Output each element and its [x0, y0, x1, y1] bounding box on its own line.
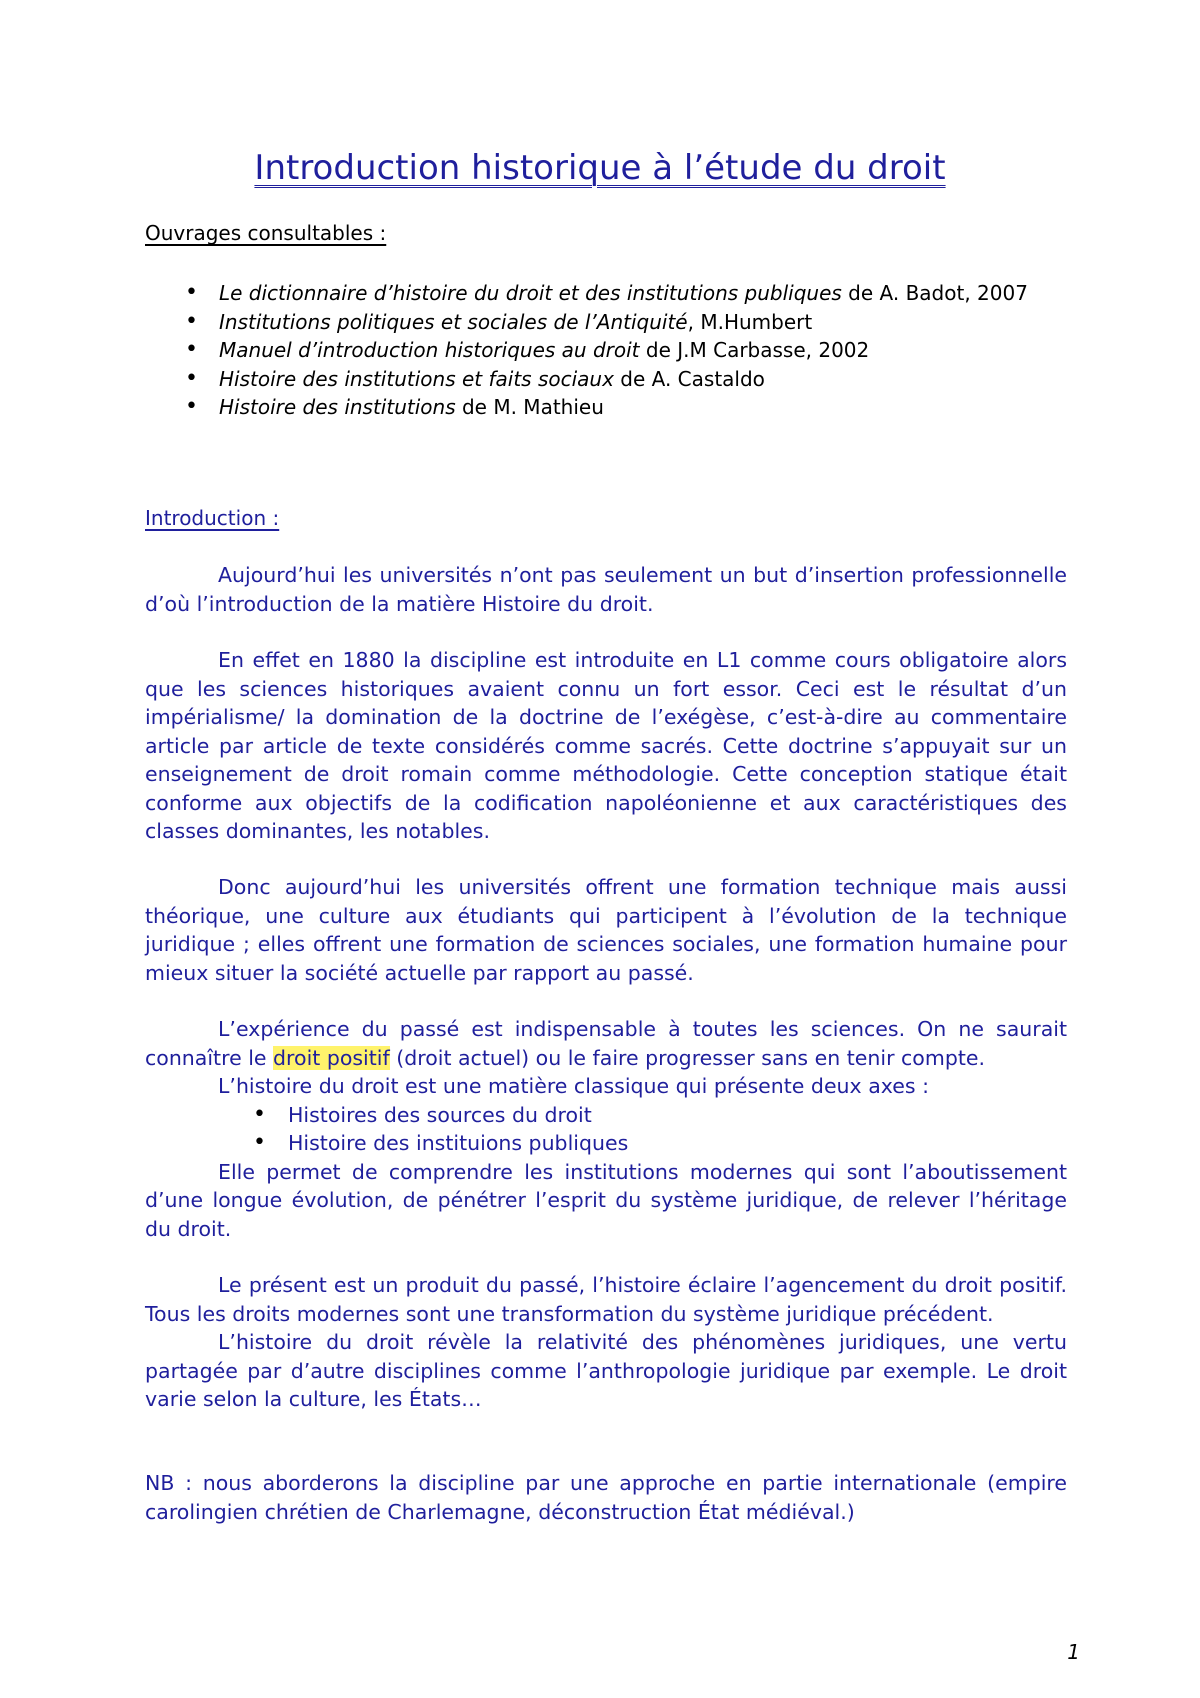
text-run: L’expérience du passé est indispensable à toutes les sciences. On ne saurait connaître le [145, 1017, 1067, 1070]
section-present [145, 1271, 1067, 1414]
list-item [145, 308, 1075, 337]
work-author: de J.M Carbasse, 2002 [639, 338, 870, 362]
work-title: Le dictionnaire d’histoire du droit et des institutions publiques [219, 281, 842, 305]
paragraph-text: NB : nous aborderons la discipline par une approche en partie internationale (empire carolingien chrétien de Charlemagne, déconstruction État médiéval.) [145, 1471, 1067, 1524]
bibliography-list [145, 279, 1075, 422]
nb-note [145, 1469, 1067, 1526]
paragraph-3 [145, 873, 1067, 987]
paragraph-text: En effet en 1880 la discipline est introduite en L1 comme cours obligatoire alors que les sciences historiques avaient connu un fort essor. Ceci est le résultat d’un impérialisme/ la domination de la doctrine de l’exégèse, c’est-à-dire au commentaire article par article de texte considérés comme sacrés. Cette doctrine s’appuyait sur un enseignement de droit romain comme méthodologie. Cette conception statique était conforme aux objectifs de la codification napoléonienne et aux caractéristiques des classes dominantes, les notables. [145, 648, 1067, 843]
paragraph-text: Elle permet de comprendre les institutions modernes qui sont l’aboutissement d’une longue évolution, de pénétrer l’esprit du système juridique, de relever l’héritage du droit. [145, 1159, 1067, 1241]
works-heading: Ouvrages consultables : [145, 221, 387, 245]
axes-list [145, 1101, 1067, 1158]
paragraph-text: Le présent est un produit du passé, l’histoire éclaire l’agencement du droit positif. Tous les droits modernes sont une transformation du système juridique précédent. [145, 1273, 1067, 1326]
list-item: • Histoire des instituions publiques [145, 1129, 1067, 1158]
paragraph-text: L’histoire du droit est une matière classique qui présente deux axes : [218, 1074, 929, 1098]
work-title: Manuel d’introduction historiques au droit [219, 338, 640, 362]
text-run: (droit actuel) ou le faire progresser sans en tenir compte. [389, 1045, 985, 1070]
paragraph-text: L’histoire du droit révèle la relativité des phénomènes juridiques, une vertu partagée par d’autre disciplines comme l’anthropologie juridique par exemple. Le droit varie selon la culture, les États… [145, 1330, 1067, 1411]
work-title: Institutions politiques et sociales de l’Antiquité [219, 309, 688, 334]
work-author: , M.Humbert [687, 309, 813, 334]
list-item [145, 365, 1075, 394]
page-number: 1 [1067, 1640, 1080, 1664]
highlighted-term: droit positif [273, 1045, 390, 1070]
paragraph-1 [145, 561, 1067, 618]
paragraph-2 [145, 646, 1067, 846]
work-title: Histoire des institutions et faits sociaux [219, 366, 614, 391]
work-author: de A. Castaldo [613, 366, 765, 391]
list-item [145, 393, 1075, 422]
page-title: Introduction historique à l’étude du droit [254, 148, 946, 188]
paragraph-text: Donc aujourd’hui les universités offrent une formation technique mais aussi théorique, une culture aux étudiants qui participent à l’évolution de la technique juridique ; elles offrent une formation de sciences sociales, une formation humaine pour mieux situer la société actuelle par rapport au passé. [145, 875, 1067, 985]
work-title: Histoire des institutions [219, 395, 456, 419]
list-item [145, 279, 1075, 308]
paragraph-text [145, 1015, 1067, 1072]
work-author: de M. Mathieu [455, 395, 604, 419]
list-item: • Histoires des sources du droit [145, 1101, 1067, 1130]
list-item [145, 336, 1075, 365]
paragraph-text: Aujourd’hui les universités n’ont pas seulement un but d’insertion professionnelle d’où l’introduction de la matière Histoire du droit. [145, 563, 1067, 616]
work-author: de A. Badot, 2007 [841, 281, 1028, 305]
intro-heading: Introduction : [145, 506, 280, 530]
section-axes [145, 1015, 1067, 1243]
